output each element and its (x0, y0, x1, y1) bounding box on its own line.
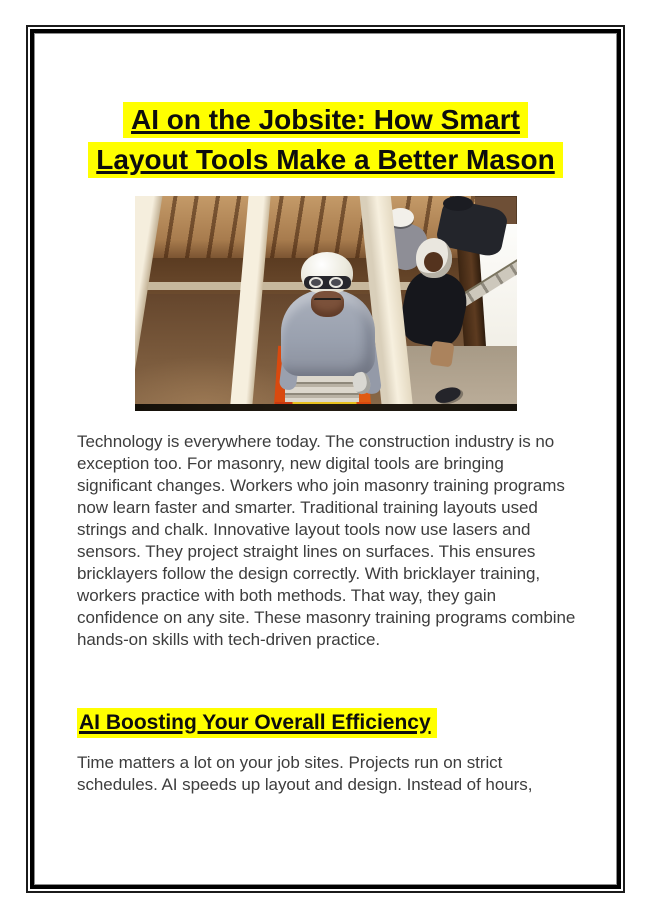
article-photo (135, 196, 517, 411)
page-border-frame (26, 25, 625, 893)
page-border-inner (30, 29, 621, 889)
photo-bottom-shadow (135, 404, 517, 411)
section-heading (77, 711, 574, 735)
article-title-line-1: AI on the Jobsite: How Smart (123, 102, 528, 138)
section-paragraph: Time matters a lot on your job sites. Projects run on strict schedules. AI speeds up layout and design. Instead of hours, (77, 753, 533, 794)
article-title (77, 100, 574, 180)
climber-goggle-lens-right (329, 277, 343, 288)
climber-eyeglasses (314, 298, 341, 302)
content-area (34, 33, 617, 885)
article-title-line-2: Layout Tools Make a Better Mason (88, 142, 562, 178)
corner-worker-dark-cap (443, 196, 473, 211)
climber-goggle-lens-left (309, 277, 323, 288)
climber-face (311, 291, 344, 317)
section-heading-text: AI Boosting Your Overall Efficiency (77, 708, 437, 738)
hooded-worker-tan-pants (429, 341, 454, 368)
intro-paragraph: Technology is everywhere today. The construction industry is no exception too. For masonry, new digital tools are bringing significant changes. Workers who join masonry training programs now learn faster and smarter. Traditional training layouts used strings and chalk. Innovative layout tools now use lasers and sensors. They project straight lines on surfaces. This ensures bricklayers follow the design correctly. With bricklayer training, workers practice with both methods. That way, they gain confidence on any site. These masonry training programs combine hands-on skills with tech-driven practice. (77, 432, 576, 649)
hooded-worker-face (424, 252, 443, 272)
